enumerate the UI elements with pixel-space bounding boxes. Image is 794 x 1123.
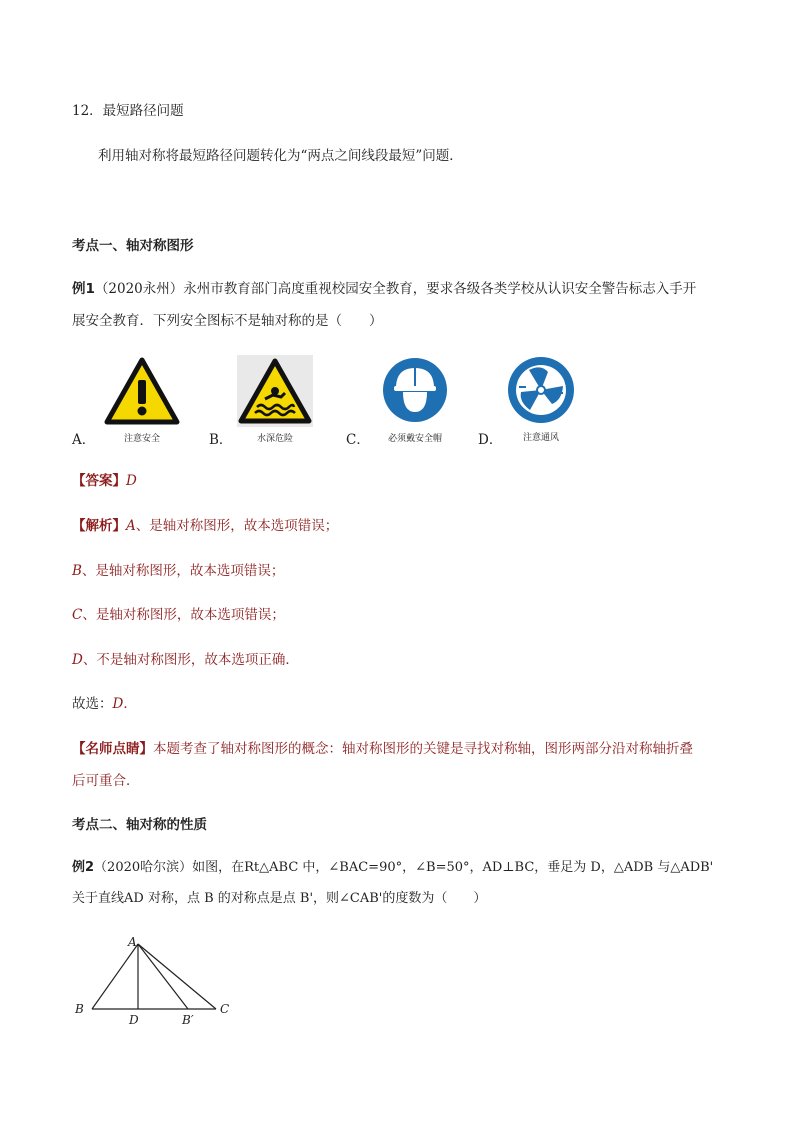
analysis-text: 、是轴对称图形，故本选项错误；: [135, 518, 339, 534]
example2-line2: 关于直线AD 对称，点 B 的对称点是点 B'，则∠CAB'的度数为（ ）: [72, 891, 487, 906]
point-b-label: B: [75, 1002, 84, 1016]
analysis-text: 、是轴对称图形，故本选项错误；: [82, 607, 285, 623]
segment-ab-prime: [138, 944, 188, 1009]
analysis-line-b: [72, 561, 284, 581]
point-b-prime-label: B′: [182, 1013, 194, 1027]
tip-line1: [72, 739, 693, 759]
example2-text: （2020哈尔滨）如图，在Rt△ABC 中，∠BAC=90°，∠B=50°，AD⊥BC，垂足为 D，△ADB 与△ADB': [94, 860, 714, 875]
option-d-label: D．: [478, 432, 503, 448]
analysis-tag: 【解析】: [72, 518, 126, 534]
analysis-line-c: [72, 605, 285, 625]
analysis-letter: A: [126, 518, 136, 534]
choice-prefix: 故选：: [72, 696, 113, 712]
safety-helmet-sign-icon: [382, 356, 448, 428]
answer-line: [72, 471, 137, 491]
analysis-letter: D: [72, 652, 83, 668]
example1-line2: 展安全教育．下列安全图标不是轴对称的是（ ）: [72, 313, 383, 329]
option-a-caption: 注意安全: [123, 434, 160, 444]
analysis-letter: B: [72, 563, 82, 579]
analysis-text: 、不是轴对称图形，故本选项正确．: [82, 652, 299, 668]
segment-ac: [138, 944, 216, 1009]
example2-line1: [72, 858, 713, 878]
option-a-label: A．: [72, 432, 96, 448]
example2-label: 例2: [72, 860, 95, 875]
point-c-label: C: [220, 1002, 230, 1016]
example1-line1: [72, 279, 696, 299]
option-c-label: C．: [346, 432, 370, 448]
analysis-letter: C: [72, 607, 83, 623]
option-d-caption: 注意通风: [522, 433, 559, 443]
tip-line2: 后可重合．: [72, 773, 140, 789]
section-heading: 12．最短路径问题: [72, 103, 184, 119]
point-a-label: A: [128, 935, 137, 949]
choice-value: D: [112, 696, 124, 712]
point-d-label: D: [129, 1013, 139, 1027]
deep-water-sign-icon: [237, 355, 313, 431]
option-b-label: B．: [209, 432, 233, 448]
answer-tag: 【答案】: [72, 473, 126, 489]
analysis-line-d: [72, 650, 299, 670]
ventilation-sign-icon: [506, 356, 576, 428]
section-body: 利用轴对称将最短路径问题转化为“两点之间线段最短”问题．: [98, 148, 463, 164]
triangle-figure: [70, 932, 240, 1031]
topic2-heading: 考点二、轴对称的性质: [72, 817, 207, 833]
example1-label: 例1: [72, 281, 95, 297]
tip-tag: 【名师点睛】: [72, 741, 153, 757]
warning-sign-icon: [104, 356, 180, 430]
option-b-caption: 水深危险: [256, 434, 293, 444]
example1-text: （2020永州）永州市教育部门高度重视校园安全教育，要求各级各类学校从认识安全警告标志入手开: [94, 281, 697, 297]
analysis-line-a: [72, 516, 338, 536]
choice-suffix: ．: [123, 696, 137, 712]
topic1-heading: 考点一、轴对称图形: [72, 238, 194, 254]
option-c-caption: 必须戴安全帽: [387, 434, 442, 444]
tip-text: 本题考查了轴对称图形的概念：轴对称图形的关键是寻找对称轴，图形两部分沿对称轴折叠: [153, 741, 693, 757]
segment-ab: [92, 944, 138, 1009]
choice-line: [72, 694, 137, 714]
analysis-text: 、是轴对称图形，故本选项错误；: [81, 563, 285, 579]
answer-value: D: [126, 473, 137, 489]
